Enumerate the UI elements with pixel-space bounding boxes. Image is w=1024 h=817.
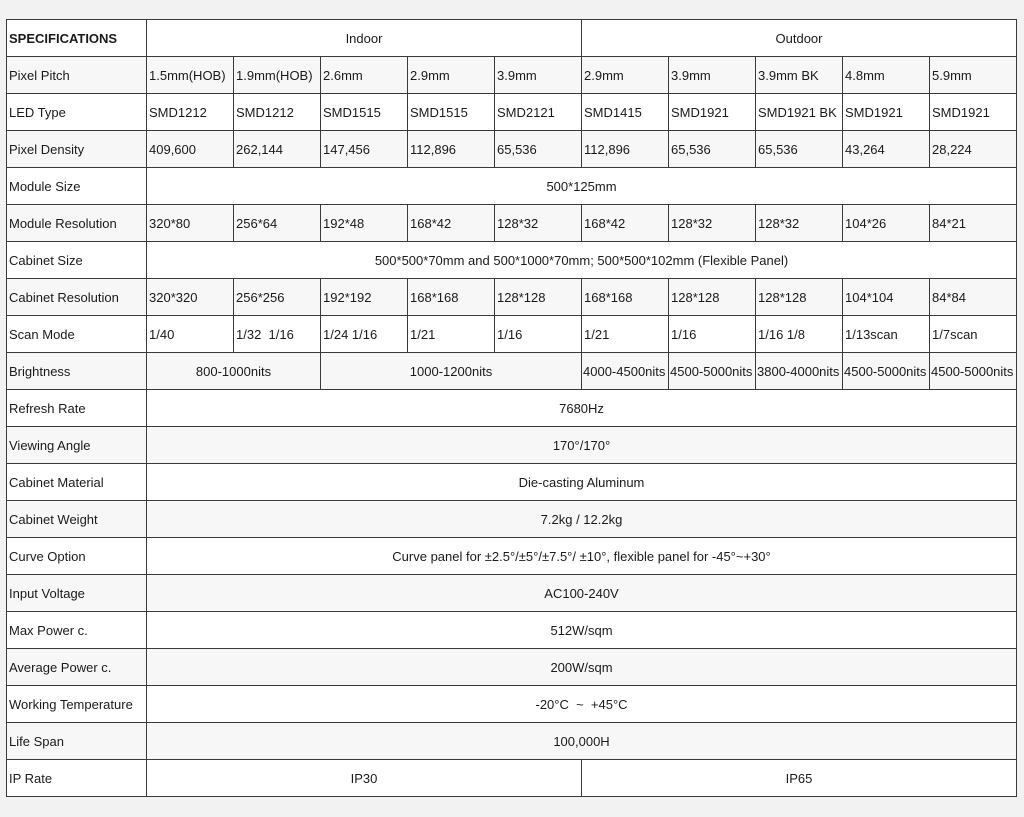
table-cell: 1/21 — [408, 316, 495, 353]
table-row-curve-option — [7, 538, 1017, 575]
table-cell: 3.9mm — [669, 57, 756, 94]
table-row-scan-mode — [7, 316, 1017, 353]
table-row-refresh-rate — [7, 390, 1017, 427]
table-cell: 65,536 — [669, 131, 756, 168]
table-cell: 7.2kg / 12.2kg — [147, 501, 1017, 538]
table-cell: 3.9mm BK — [756, 57, 843, 94]
table-cell: 2.9mm — [408, 57, 495, 94]
table-row-module-resolution — [7, 205, 1017, 242]
table-cell: 4500-5000nits — [930, 353, 1017, 390]
table-cell: 1.5mm(HOB) — [147, 57, 234, 94]
table-row-led-type — [7, 94, 1017, 131]
table-cell: 5.9mm — [930, 57, 1017, 94]
table-cell: SMD1921 — [669, 94, 756, 131]
row-label: Working Temperature — [7, 686, 147, 723]
row-label: Cabinet Size — [7, 242, 147, 279]
table-cell: 65,536 — [756, 131, 843, 168]
table-cell: 409,600 — [147, 131, 234, 168]
row-label: Pixel Density — [7, 131, 147, 168]
row-label: LED Type — [7, 94, 147, 131]
row-label: Input Voltage — [7, 575, 147, 612]
table-header-row — [7, 20, 1017, 57]
table-cell: 84*84 — [930, 279, 1017, 316]
table-cell: SMD1515 — [321, 94, 408, 131]
table-cell: 1/7scan — [930, 316, 1017, 353]
table-cell: 104*26 — [843, 205, 930, 242]
table-row-cabinet-size — [7, 242, 1017, 279]
table-cell: 4000-4500nits — [582, 353, 669, 390]
table-cell: 168*42 — [582, 205, 669, 242]
row-label: Cabinet Material — [7, 464, 147, 501]
table-cell: 1/40 — [147, 316, 234, 353]
row-label: Scan Mode — [7, 316, 147, 353]
row-label: Life Span — [7, 723, 147, 760]
row-label: Average Power c. — [7, 649, 147, 686]
table-cell: SMD1921 — [843, 94, 930, 131]
table-cell: 7680Hz — [147, 390, 1017, 427]
table-cell: -20°C ~ +45°C — [147, 686, 1017, 723]
table-row-viewing-angle — [7, 427, 1017, 464]
table-cell: Curve panel for ±2.5°/±5°/±7.5°/ ±10°, flexible panel for -45°~+30° — [147, 538, 1017, 575]
table-cell: 168*168 — [408, 279, 495, 316]
table-cell: SMD1921 BK — [756, 94, 843, 131]
table-cell: 4500-5000nits — [669, 353, 756, 390]
table-cell: 28,224 — [930, 131, 1017, 168]
table-cell: SMD2121 — [495, 94, 582, 131]
table-cell: 3800-4000nits — [756, 353, 843, 390]
table-row-life-span — [7, 723, 1017, 760]
row-label: Module Resolution — [7, 205, 147, 242]
table-cell: IP65 — [582, 760, 1017, 797]
table-row-cabinet-resolution — [7, 279, 1017, 316]
table-cell: 168*42 — [408, 205, 495, 242]
table-row-ip-rate — [7, 760, 1017, 797]
table-row-cabinet-weight — [7, 501, 1017, 538]
table-cell: 1/16 — [669, 316, 756, 353]
row-label: Max Power c. — [7, 612, 147, 649]
table-cell: 2.6mm — [321, 57, 408, 94]
row-label: Viewing Angle — [7, 427, 147, 464]
table-cell: SMD1212 — [147, 94, 234, 131]
table-row-cabinet-material — [7, 464, 1017, 501]
table-cell: AC100-240V — [147, 575, 1017, 612]
table-row-input-voltage — [7, 575, 1017, 612]
row-label: Brightness — [7, 353, 147, 390]
table-cell: 43,264 — [843, 131, 930, 168]
specifications-table — [6, 19, 1017, 797]
row-label: Cabinet Weight — [7, 501, 147, 538]
table-cell: 128*128 — [495, 279, 582, 316]
table-row-average-power — [7, 649, 1017, 686]
table-cell: 200W/sqm — [147, 649, 1017, 686]
table-cell: 168*168 — [582, 279, 669, 316]
row-label: Curve Option — [7, 538, 147, 575]
table-cell: 4.8mm — [843, 57, 930, 94]
table-cell: 1/13scan — [843, 316, 930, 353]
table-row-working-temperature — [7, 686, 1017, 723]
table-cell: 256*64 — [234, 205, 321, 242]
table-cell: 4500-5000nits — [843, 353, 930, 390]
table-cell: 256*256 — [234, 279, 321, 316]
row-label: Refresh Rate — [7, 390, 147, 427]
table-cell: 128*32 — [669, 205, 756, 242]
table-row-pixel-density — [7, 131, 1017, 168]
table-cell: 192*192 — [321, 279, 408, 316]
table-cell: 1/24 1/16 — [321, 316, 408, 353]
specifications-header: SPECIFICATIONS — [7, 20, 147, 57]
table-cell: 1/32 1/16 — [234, 316, 321, 353]
table-cell: IP30 — [147, 760, 582, 797]
table-cell: 192*48 — [321, 205, 408, 242]
table-cell: 65,536 — [495, 131, 582, 168]
indoor-header: Indoor — [147, 20, 582, 57]
table-cell: 104*104 — [843, 279, 930, 316]
table-cell: 500*500*70mm and 500*1000*70mm; 500*500*102mm (Flexible Panel) — [147, 242, 1017, 279]
table-cell: 1/16 1/8 — [756, 316, 843, 353]
row-label: Pixel Pitch — [7, 57, 147, 94]
table-cell: 262,144 — [234, 131, 321, 168]
table-row-max-power — [7, 612, 1017, 649]
table-cell: 170°/170° — [147, 427, 1017, 464]
table-cell: 500*125mm — [147, 168, 1017, 205]
table-cell: 84*21 — [930, 205, 1017, 242]
table-cell: 512W/sqm — [147, 612, 1017, 649]
row-label: IP Rate — [7, 760, 147, 797]
table-cell: SMD1515 — [408, 94, 495, 131]
table-cell: 800-1000nits — [147, 353, 321, 390]
table-cell: Die-casting Aluminum — [147, 464, 1017, 501]
table-cell: 128*32 — [495, 205, 582, 242]
table-cell: 3.9mm — [495, 57, 582, 94]
table-cell: SMD1921 — [930, 94, 1017, 131]
table-row-brightness — [7, 353, 1017, 390]
table-cell: 2.9mm — [582, 57, 669, 94]
table-cell: 320*80 — [147, 205, 234, 242]
table-cell: SMD1415 — [582, 94, 669, 131]
table-row-pixel-pitch — [7, 57, 1017, 94]
table-cell: 1000-1200nits — [321, 353, 582, 390]
table-cell: 1/21 — [582, 316, 669, 353]
table-cell: 320*320 — [147, 279, 234, 316]
table-cell: SMD1212 — [234, 94, 321, 131]
outdoor-header: Outdoor — [582, 20, 1017, 57]
row-label: Cabinet Resolution — [7, 279, 147, 316]
table-row-module-size — [7, 168, 1017, 205]
table-cell: 112,896 — [582, 131, 669, 168]
table-cell: 112,896 — [408, 131, 495, 168]
table-cell: 1/16 — [495, 316, 582, 353]
row-label: Module Size — [7, 168, 147, 205]
table-cell: 147,456 — [321, 131, 408, 168]
table-cell: 100,000H — [147, 723, 1017, 760]
table-cell: 128*128 — [756, 279, 843, 316]
table-cell: 1.9mm(HOB) — [234, 57, 321, 94]
table-cell: 128*128 — [669, 279, 756, 316]
table-cell: 128*32 — [756, 205, 843, 242]
